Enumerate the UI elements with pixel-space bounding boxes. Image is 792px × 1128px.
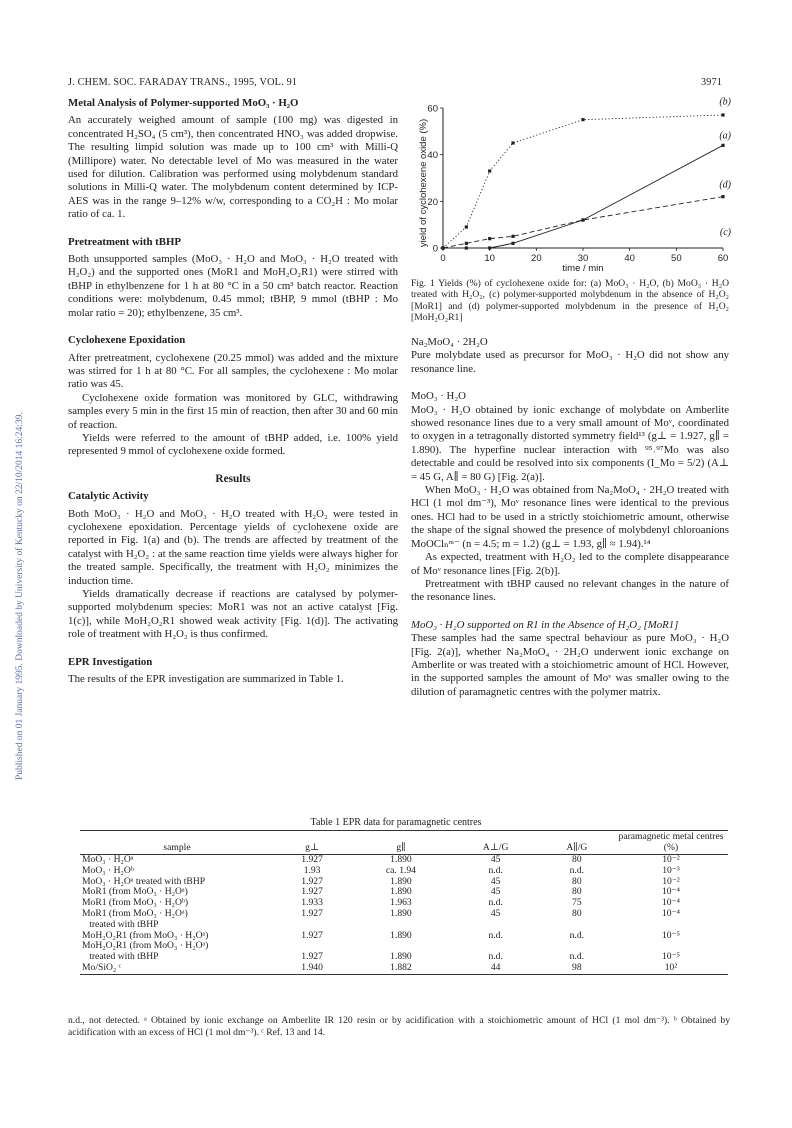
table-cell: 1.933 <box>301 897 323 909</box>
figure-1-chart <box>411 94 741 276</box>
table-cell: MoH₂O₂R1 (from MoO₃ · H₂Oᵃ) <box>82 940 209 952</box>
table-cell: MoO₃ · H₂Oᵇ <box>82 864 134 876</box>
table-1-title: Table 1 EPR data for paramagnetic centres <box>310 817 482 828</box>
x-tick-label: 30 <box>577 253 589 264</box>
table-cell: 45 <box>490 886 501 898</box>
running-header: J. CHEM. SOC. FARADAY TRANS., 1995, VOL. 91 <box>68 77 298 88</box>
data-point <box>511 235 514 238</box>
table-1 <box>80 830 728 975</box>
y-tick-label: 60 <box>427 103 438 115</box>
data-point <box>441 246 444 249</box>
data-point <box>488 169 491 172</box>
y-axis-label: yield of cyclohexene oxide (%) <box>418 118 429 248</box>
table-cell: 80 <box>572 854 582 865</box>
table-cell: treated with tBHP <box>82 918 159 930</box>
table-cell: MoR1 (from MoO₃ · H₂Oᵃ) <box>82 907 188 919</box>
x-tick-label: 20 <box>531 253 542 264</box>
table-cell: 10⁻³ <box>662 864 680 876</box>
data-point <box>721 113 724 116</box>
table-cell: 10⁻⁴ <box>661 897 680 909</box>
series-line-a <box>443 145 723 248</box>
table-cell: treated with tBHP <box>82 951 159 963</box>
table-cell: 10⁻⁵ <box>661 929 680 941</box>
download-watermark: Published on 01 January 1995. Downloaded by University of Kentucky on 22/10/2014 16:24:39. <box>15 412 25 780</box>
heading-cyclohexene-epoxidation: Cyclohexene Epoxidation <box>68 334 186 347</box>
table-cell: 10⁻⁴ <box>661 907 680 919</box>
table-cell: 10⁻⁵ <box>661 951 680 963</box>
series-line-d <box>443 197 723 248</box>
paragraph-catalytic-2: Yields dramatically decrease if reactions are catalysed by polymer-supported molybdenum species: MoR1 was not an active catalyst [Fig. 1(c)], while MoH₂O₂R1 showed weak activity [Fig. 1(d)]. The activating role of treatment with H₂O₂ is thus confirmed. <box>68 588 398 641</box>
y-tick-label: 40 <box>427 150 438 162</box>
y-tick-label: 20 <box>427 196 438 208</box>
x-tick-label: 0 <box>440 253 446 264</box>
table-cell: 1.890 <box>390 886 412 898</box>
table-cell: Mo/SiO₂ ᶜ <box>82 961 122 973</box>
table-cell: 1.927 <box>301 951 323 963</box>
x-tick-label: 10 <box>484 253 495 264</box>
epr-table <box>80 830 728 975</box>
paragraph-sodium-molybdate: Pure molybdate used as precursor for MoO₃ · H₂O did not show any resonance line. <box>411 349 729 375</box>
table-cell: 80 <box>572 907 582 919</box>
table-cell: 1.927 <box>301 886 323 898</box>
table-cell: n.d. <box>488 929 503 941</box>
table-body <box>80 855 728 975</box>
col-g-par: g∥ <box>396 841 406 853</box>
y-tick-label: 0 <box>432 243 438 255</box>
heading-epr-investigation: EPR Investigation <box>68 655 153 668</box>
data-point <box>511 141 514 144</box>
table-cell: 1.93 <box>303 864 321 876</box>
col-g-perp: g⊥ <box>305 841 319 853</box>
data-point <box>465 225 468 228</box>
table-cell: 10⁻⁴ <box>661 886 680 898</box>
table-cell: 98 <box>572 961 582 973</box>
series-line-b <box>443 115 723 248</box>
x-tick-label: 60 <box>717 253 729 264</box>
table-row <box>80 866 728 877</box>
table-cell: 75 <box>572 897 582 909</box>
table-cell: 80 <box>572 886 582 898</box>
table-cell: n.d. <box>569 864 585 876</box>
table-cell: MoO₃ · H₂Oᵃ treated with tBHP <box>82 875 206 887</box>
paragraph-moo3-2: When MoO₃ · H₂O was obtained from Na₂MoO₄ · 2H₂O treated with HCl (1 mol dm⁻³), Moᵛ resonance lines were identical to the previous ones. HCl had to be used in a strictly stoichiometric amount, otherwise the shape of the signal showed the presence of molybdenyl chloroanions MoOClₙᵐ⁻ (n = 4.5; m = 1.2) (g⊥ = 1.93, g∥ ≈ 1.94).¹⁴ <box>411 484 729 550</box>
heading-metal-analysis: Metal Analysis of Polymer-supported MoO₃ · H₂O <box>68 97 299 109</box>
paragraph-cyclohexene-3: Yields were referred to the amount of tBHP added, i.e. 100% yield represented 9 mmol of cyclohexene oxide formed. <box>68 431 398 458</box>
table-cell: 80 <box>572 875 582 887</box>
col-paramagnetic: paramagnetic metal centres (%) <box>618 831 724 853</box>
table-row <box>80 963 728 974</box>
data-point <box>721 195 724 198</box>
heading-moo3: MoO₃ · H₂O <box>411 390 466 403</box>
col-sample: sample <box>163 841 191 853</box>
table-cell: 10² <box>664 961 678 973</box>
table-cell: 1.890 <box>390 951 412 963</box>
table-cell: 45 <box>490 907 501 919</box>
series-label: (b) <box>719 96 731 108</box>
table-cell: ca. 1.94 <box>385 864 416 876</box>
table-cell: MoR1 (from MoO₃ · H₂Oᵇ) <box>82 897 189 909</box>
data-point <box>488 237 491 240</box>
heading-supported-mor1: MoO₃ · H₂O supported on R1 in the Absence of H₂O₂ [MoR1] <box>411 618 679 631</box>
table-cell: n.d. <box>569 951 585 963</box>
table-cell: 1.927 <box>301 929 323 941</box>
table-cell: 1.927 <box>301 854 323 865</box>
table-cell: n.d. <box>488 951 503 963</box>
data-point <box>581 118 584 121</box>
paragraph-metal-analysis: An accurately weighed amount of sample (100 mg) was digested in concentrated H₂SO₄ (5 cm³), then concentrated HNO₃ was added dropwise. The resulting limpid solution was made up to 100 cm³ with Milli-Q (Millipore) water. No detectable level of Mo was measured in the water used for dilution. Calibration was performed using molybdenum standard solutions in Milli-Q water. The molybdenum content determined by ICP-AES was in the range 9–12% w/w, corresponding to a CO₂H : Mo molar ratio of ca. 1. <box>68 114 398 221</box>
paragraph-epr: The results of the EPR investigation are summarized in Table 1. <box>68 673 344 686</box>
x-tick-label: 50 <box>671 253 682 264</box>
table-cell: 44 <box>490 961 501 973</box>
table-cell: n.d. <box>488 897 503 909</box>
paragraph-cyclohexene-2: Cyclohexene oxide formation was monitored by GLC, withdrawing samples every 5 min in the first 15 min of reaction, then after 30 and 60 min of reaction. <box>68 391 398 431</box>
table-cell: 1.890 <box>390 929 412 941</box>
table-cell: MoR1 (from MoO₃ · H₂Oᵃ) <box>82 886 188 898</box>
page-number: 3971 <box>701 77 723 88</box>
data-point <box>721 144 724 147</box>
paragraph-supported-mor1: These samples had the same spectral behaviour as pure MoO₃ · H₂O [Fig. 2(a)], whether Na₂MoO₄ · 2H₂O underwent ionic exchange on Amberlite or was treated with a stoichiometric amount of HCl. However, in the supported samples the amount of Moᵛ was smaller owing to the dilution of paramagnetic centres with the polymer matrix. <box>411 632 729 698</box>
table-cell: 1.927 <box>301 907 323 919</box>
table-cell <box>614 920 728 931</box>
table-cell <box>350 920 452 931</box>
col-a-perp: A⊥/G <box>482 841 509 853</box>
chart-svg <box>411 94 741 276</box>
table-cell: 1.890 <box>390 907 412 919</box>
table-row <box>80 920 728 931</box>
paragraph-cyclohexene-1: After pretreatment, cyclohexene (20.25 mmol) was added and the mixture was stirred for 1 h at 80 °C. For all samples, the cyclohexene : Mo molar ratio was 45. <box>68 351 398 391</box>
x-tick-label: 40 <box>624 253 635 264</box>
series-label: (c) <box>719 227 731 239</box>
table-cell: 10⁻² <box>662 854 680 865</box>
left-column <box>68 97 398 686</box>
col-a-par: A∥/G <box>566 841 588 853</box>
table-cell: 1.890 <box>390 875 412 887</box>
table-cell: 1.963 <box>390 897 412 909</box>
paragraph-moo3-4: Pretreatment with tBHP caused no relevant changes in the nature of the resonance lines. <box>411 577 729 604</box>
table-cell: 10⁻² <box>662 875 680 887</box>
table-cell: 1.890 <box>390 854 412 865</box>
table-cell: n.d. <box>569 929 585 941</box>
heading-results: Results <box>215 472 251 485</box>
data-point <box>465 242 468 245</box>
table-cell: 45 <box>490 875 501 887</box>
table-cell: MoO₃ · H₂Oᵃ <box>82 854 134 865</box>
series-label: (a) <box>719 130 731 142</box>
table-cell <box>540 920 614 931</box>
table-header-row <box>80 831 728 855</box>
table-row <box>80 909 728 920</box>
data-point <box>581 218 584 221</box>
x-axis-label: time / min <box>562 263 604 274</box>
data-point <box>511 242 514 245</box>
heading-sodium-molybdate: Na₂MoO₄ · 2H₂O <box>411 336 488 348</box>
series-label: (d) <box>719 179 731 191</box>
paragraph-moo3-3: As expected, treatment with H₂O₂ led to the complete disappearance of Moᵛ resonance lines [Fig. 2(b)]. <box>411 551 729 577</box>
heading-pretreatment: Pretreatment with tBHP <box>68 235 181 248</box>
table-cell <box>274 920 350 931</box>
table-cell: MoH₂O₂R1 (from MoO₃ · H₂Oᵃ) <box>82 929 209 941</box>
heading-catalytic-activity: Catalytic Activity <box>68 490 149 503</box>
table-cell: 1.927 <box>301 875 323 887</box>
paragraph-pretreatment: Both unsupported samples (MoO₃ · H₂O and MoO₃ · H₂O treated with H₂O₂) and the supported ones (MoR1 and MoH₂O₂R1) were stirred with tBHP in ethylbenzene for 1 h at 80 °C in a 50 cm³ batch reactor. Reaction conditions were: molybdenum, 0.45 mmol; tBHP, 9 mmol (tBHP : Mo molar ratio = 20); ethylbenzene, 35 cm³. <box>68 253 398 319</box>
table-cell: n.d. <box>488 864 503 876</box>
table-footnote: n.d., not detected. ᵃ Obtained by ionic exchange on Amberlite IR 120 resin or by acidification with a stoichiometric amount of HCl (1 mol dm⁻³). ᵇ Obtained by acidification with an excess of HCl (1 mol dm⁻³). ᶜ Ref. 13 and 14. <box>68 1015 730 1038</box>
right-column <box>411 336 729 699</box>
paragraph-catalytic-1: Both MoO₃ · H₂O and MoO₃ · H₂O treated with H₂O₂ were tested in cyclohexene epoxidation. Percentage yields of cyclohexene oxide are reported in Fig. 1(a) and (b). The trends are affected by treatment of the catalyst with H₂O₂ : at the same reaction time yields were always higher for the treated sample. Specifically, the treatment with H₂O₂ minimizes the induction time. <box>68 507 398 587</box>
figure-1-caption: Fig. 1 Yields (%) of cyclohexene oxide for: (a) MoO₃ · H₂O, (b) MoO₃ · H₂O treated with H₂O₂, (c) polymer-supported molybdenum in the absence of H₂O₂ [MoR1] and (d) polymer-supported molybdenum in the presence of H₂O₂ [MoH₂O₂R1] <box>411 278 729 324</box>
paragraph-moo3-1: MoO₃ · H₂O obtained by ionic exchange of molybdate on Amberlite showed resonance lines due to a very small amount of Moᵛ, coordinated to oxygen in a tetragonally distorted symmetry field¹³ (g⊥ = 1.927, g∥ = 1.890). The hyperfine nuclear interaction with ⁹⁵˒⁹⁷Mo was also detectable and could be resolved into six components (I_Mo = 5/2) (A⊥ = 45 G, A∥ = 80 G) [Fig. 2(a)]. <box>411 403 729 483</box>
table-cell: 1.882 <box>390 961 412 973</box>
table-cell <box>452 920 540 931</box>
table-cell: 45 <box>490 854 501 865</box>
table-cell: 1.940 <box>301 961 323 973</box>
